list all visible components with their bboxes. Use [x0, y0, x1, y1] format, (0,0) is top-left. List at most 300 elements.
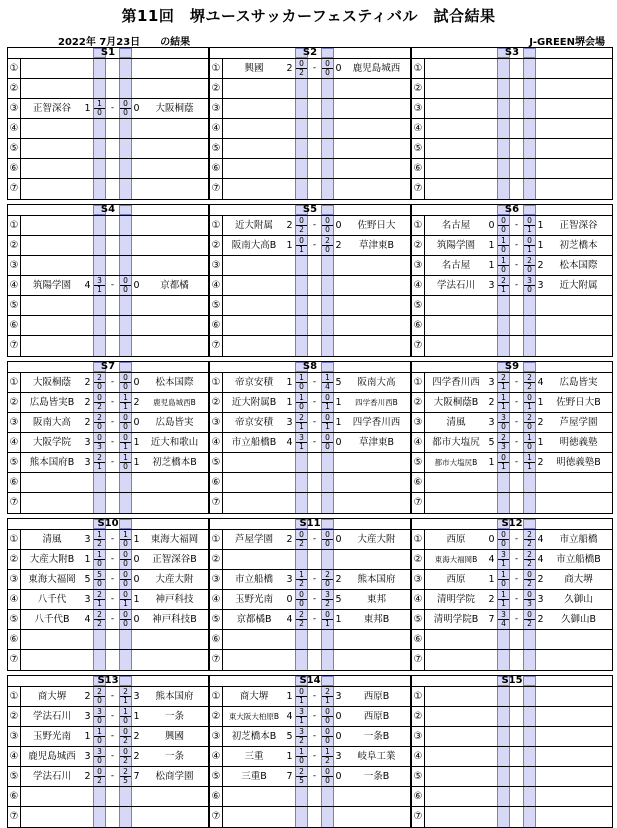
- first-half-score: 0: [524, 237, 535, 246]
- half-score-home: [295, 630, 308, 649]
- panel-header: [412, 205, 612, 216]
- half-score-home: [295, 747, 308, 766]
- first-half-score: 3: [524, 277, 535, 286]
- away-score: 0: [133, 103, 140, 114]
- home-score: 7: [488, 614, 495, 625]
- match-row: [210, 493, 410, 513]
- match-row: [412, 610, 612, 630]
- half-score-away: [119, 276, 132, 295]
- score-dash: -: [514, 554, 519, 564]
- half-score-away: [119, 493, 132, 513]
- first-half-score: 1: [524, 434, 535, 443]
- score-column: [523, 676, 536, 686]
- away-score: 1: [335, 417, 342, 428]
- match-row: [210, 159, 410, 179]
- half-score-home: [295, 453, 308, 472]
- half-score-home: [295, 296, 308, 315]
- half-score-away: [523, 159, 536, 178]
- second-half-score: 1: [501, 462, 506, 471]
- second-half-score: 2: [325, 756, 330, 765]
- first-half-score: 3: [296, 708, 307, 717]
- score-dash: -: [110, 691, 115, 701]
- home-team: 玉野光南: [234, 594, 273, 605]
- half-score-away: [321, 139, 334, 158]
- away-score: 4: [537, 554, 544, 565]
- first-half-score: 2: [296, 611, 307, 620]
- half-score-away: [321, 393, 334, 412]
- first-half-score: 5: [94, 571, 105, 580]
- away-score: 1: [537, 220, 544, 231]
- second-half-score: 0: [527, 265, 532, 274]
- half-score-home: [93, 276, 106, 295]
- half-score-away: [119, 767, 132, 786]
- second-half-score: 3: [97, 442, 102, 451]
- half-score-home: [497, 79, 510, 98]
- home-score: 4: [488, 554, 495, 565]
- home-team: 西原: [446, 534, 466, 545]
- home-score: 2: [84, 691, 91, 702]
- half-score-away: [523, 610, 536, 629]
- panel-header: [8, 205, 208, 216]
- half-score-away: [321, 610, 334, 629]
- half-score-home: [497, 179, 510, 199]
- away-team: 明徳義塾B: [556, 457, 601, 468]
- half-score-away: [119, 119, 132, 138]
- first-half-score: 3: [296, 728, 307, 737]
- half-score-home: [93, 453, 106, 472]
- score-dash: -: [514, 280, 519, 290]
- score-column: [321, 519, 334, 529]
- away-score: 0: [335, 771, 342, 782]
- match-row: [8, 707, 208, 727]
- score-dash: -: [312, 594, 317, 604]
- score-dash: -: [110, 534, 115, 544]
- first-half-score: 0: [524, 591, 535, 600]
- away-score: 0: [335, 711, 342, 722]
- second-half-score: 0: [325, 68, 330, 77]
- half-score-away: [119, 727, 132, 746]
- second-half-score: 2: [97, 402, 102, 411]
- away-score: 3: [537, 594, 544, 605]
- half-score-home: [295, 256, 308, 275]
- home-score: 5: [488, 437, 495, 448]
- half-score-home: [295, 493, 308, 513]
- away-team: 松商学園: [155, 771, 194, 782]
- row-number: ③: [412, 99, 425, 118]
- half-score-home: [93, 336, 106, 356]
- first-half-score: 3: [296, 434, 307, 443]
- match-row: [412, 276, 612, 296]
- panel-header: [210, 362, 410, 373]
- half-score-away: [523, 59, 536, 78]
- second-half-score: 0: [123, 716, 128, 725]
- half-score-home: [93, 747, 106, 766]
- home-team: 筑陽学園: [436, 240, 475, 251]
- first-half-score: 0: [322, 708, 333, 717]
- half-score-home: [295, 413, 308, 432]
- match-row: [210, 473, 410, 493]
- half-score-home: [93, 630, 106, 649]
- half-score-away: [321, 570, 334, 589]
- score-dash: -: [110, 554, 115, 564]
- match-row: [412, 590, 612, 610]
- first-half-score: 0: [120, 374, 131, 383]
- half-score-home: [295, 119, 308, 138]
- score-dash: -: [312, 771, 317, 781]
- away-score: 1: [537, 240, 544, 251]
- score-dash: -: [110, 437, 115, 447]
- second-half-score: 0: [501, 579, 506, 588]
- match-row: [8, 610, 208, 630]
- row-number: ⑤: [8, 453, 21, 472]
- match-row: [412, 747, 612, 767]
- match-row: [412, 433, 612, 453]
- home-score: 3: [84, 437, 91, 448]
- row-number: ③: [412, 413, 425, 432]
- second-half-score: 1: [97, 599, 102, 608]
- half-score-home: [497, 433, 510, 452]
- half-score-away: [119, 787, 132, 806]
- first-half-score: 0: [296, 217, 307, 226]
- second-half-score: 0: [97, 108, 102, 117]
- match-panel-s7: [7, 361, 209, 514]
- home-team: 名古屋: [441, 220, 471, 231]
- row-number: ⑥: [412, 159, 425, 178]
- score-dash: -: [312, 220, 317, 230]
- away-score: 1: [537, 437, 544, 448]
- second-half-score: 0: [527, 422, 532, 431]
- half-score-away: [321, 159, 334, 178]
- panel-header: [8, 519, 208, 530]
- second-half-score: 2: [299, 68, 304, 77]
- first-half-score: 2: [498, 434, 509, 443]
- first-half-score: 0: [94, 434, 105, 443]
- row-number: ②: [412, 393, 425, 412]
- first-half-score: 2: [94, 374, 105, 383]
- second-half-score: 0: [123, 108, 128, 117]
- first-half-score: 2: [94, 414, 105, 423]
- first-half-score: 0: [296, 591, 307, 600]
- row-number: ⑥: [8, 787, 21, 806]
- second-half-score: 1: [97, 285, 102, 294]
- match-row: [210, 256, 410, 276]
- half-score-away: [119, 139, 132, 158]
- score-dash: -: [514, 260, 519, 270]
- half-score-away: [119, 630, 132, 649]
- half-score-home: [295, 433, 308, 452]
- half-score-away: [523, 807, 536, 827]
- panel-header: [8, 676, 208, 687]
- row-number: ②: [8, 236, 21, 255]
- half-score-home: [295, 570, 308, 589]
- score-dash: -: [514, 240, 519, 250]
- first-half-score: 1: [498, 394, 509, 403]
- away-team: 西原B: [363, 711, 390, 722]
- match-row: [210, 296, 410, 316]
- half-score-away: [321, 727, 334, 746]
- home-score: 1: [488, 457, 495, 468]
- half-score-away: [523, 296, 536, 315]
- score-column: [523, 362, 536, 372]
- first-half-score: 3: [322, 591, 333, 600]
- row-number: ④: [210, 276, 223, 295]
- match-panel-s11: [209, 518, 411, 671]
- away-team: 近大附属: [559, 280, 598, 291]
- second-half-score: 0: [325, 539, 330, 548]
- row-number: ⑤: [412, 296, 425, 315]
- page-title: 第11回 堺ユースサッカーフェスティバル 試合結果: [121, 7, 496, 25]
- first-half-score: 3: [498, 551, 509, 560]
- home-team: 都市大塩尻: [432, 437, 480, 448]
- second-half-score: 2: [527, 539, 532, 548]
- first-half-score: 1: [498, 237, 509, 246]
- second-half-score: 1: [299, 422, 304, 431]
- home-team: 清明学院: [436, 594, 475, 605]
- first-half-score: 3: [498, 414, 509, 423]
- panel-label: S4: [100, 204, 116, 215]
- home-score: 4: [84, 614, 91, 625]
- match-row: [8, 550, 208, 570]
- half-score-home: [295, 687, 308, 706]
- second-half-score: 1: [123, 599, 128, 608]
- panel-label: S5: [302, 204, 318, 215]
- match-row: [210, 433, 410, 453]
- second-half-score: 1: [325, 402, 330, 411]
- match-row: [412, 453, 612, 473]
- half-score-home: [295, 79, 308, 98]
- second-half-score: 1: [325, 696, 330, 705]
- home-score: 4: [84, 280, 91, 291]
- home-score: 1: [286, 397, 293, 408]
- score-column: [321, 362, 334, 372]
- second-half-score: 0: [325, 716, 330, 725]
- half-score-home: [497, 119, 510, 138]
- away-score: 2: [133, 751, 140, 762]
- row-number: ②: [412, 79, 425, 98]
- match-row: [412, 159, 612, 179]
- half-score-home: [93, 807, 106, 827]
- away-team: 大産大附: [155, 574, 194, 585]
- first-half-score: 0: [524, 394, 535, 403]
- match-panel-s14: [209, 675, 411, 828]
- first-half-score: 2: [94, 611, 105, 620]
- row-number: ②: [210, 393, 223, 412]
- home-team: 近大附属: [234, 220, 273, 231]
- match-row: [412, 336, 612, 356]
- score-column: [523, 519, 536, 529]
- half-score-home: [93, 216, 106, 235]
- half-score-home: [295, 530, 308, 549]
- second-half-score: 1: [123, 696, 128, 705]
- half-score-home: [93, 473, 106, 492]
- home-team: 清風: [42, 534, 62, 545]
- second-half-score: 2: [123, 736, 128, 745]
- first-half-score: 1: [120, 531, 131, 540]
- score-column: [321, 676, 334, 686]
- second-half-score: 0: [97, 422, 102, 431]
- first-half-score: 2: [94, 591, 105, 600]
- match-row: [210, 179, 410, 199]
- match-row: [210, 610, 410, 630]
- away-score: 2: [335, 240, 342, 251]
- match-row: [210, 99, 410, 119]
- half-score-home: [93, 687, 106, 706]
- match-row: [412, 767, 612, 787]
- away-team: 熊本国府: [357, 574, 396, 585]
- match-row: [210, 236, 410, 256]
- home-score: 1: [84, 103, 91, 114]
- away-team: 鹿児島城西: [352, 63, 401, 74]
- second-half-score: 0: [325, 245, 330, 254]
- half-score-home: [93, 707, 106, 726]
- match-row: [210, 336, 410, 356]
- half-score-away: [119, 179, 132, 199]
- row-number: ⑥: [210, 787, 223, 806]
- half-score-home: [497, 393, 510, 412]
- first-half-score: 1: [94, 100, 105, 109]
- match-row: [412, 530, 612, 550]
- away-score: 0: [335, 534, 342, 545]
- panel-label: S10: [97, 518, 119, 529]
- half-score-away: [321, 767, 334, 786]
- home-score: 2: [84, 377, 91, 388]
- row-number: ①: [412, 59, 425, 78]
- half-score-away: [523, 433, 536, 452]
- first-half-score: 0: [120, 591, 131, 600]
- row-number: ①: [412, 687, 425, 706]
- match-row: [8, 807, 208, 827]
- row-number: ②: [210, 707, 223, 726]
- half-score-away: [321, 787, 334, 806]
- second-half-score: 2: [527, 559, 532, 568]
- row-number: ⑦: [210, 807, 223, 827]
- half-score-home: [497, 727, 510, 746]
- away-team: 神戸科技: [155, 594, 194, 605]
- row-number: ③: [8, 727, 21, 746]
- home-score: 1: [488, 574, 495, 585]
- home-team: 学法石川: [436, 280, 475, 291]
- row-number: ⑤: [210, 767, 223, 786]
- first-half-score: 1: [94, 728, 105, 737]
- half-score-away: [119, 453, 132, 472]
- match-row: [8, 236, 208, 256]
- score-dash: -: [514, 417, 519, 427]
- second-half-score: 0: [97, 382, 102, 391]
- second-half-score: 2: [97, 776, 102, 785]
- half-score-away: [321, 59, 334, 78]
- home-score: 0: [488, 534, 495, 545]
- match-row: [8, 727, 208, 747]
- second-half-score: 1: [299, 696, 304, 705]
- match-row: [8, 473, 208, 493]
- home-score: 3: [84, 594, 91, 605]
- row-number: ④: [8, 590, 21, 609]
- first-half-score: 0: [322, 728, 333, 737]
- match-row: [412, 807, 612, 827]
- half-score-home: [93, 59, 106, 78]
- panel-label: S13: [97, 675, 119, 686]
- row-number: ③: [8, 570, 21, 589]
- first-half-score: 0: [498, 531, 509, 540]
- half-score-away: [119, 216, 132, 235]
- half-score-home: [497, 630, 510, 649]
- match-row: [8, 413, 208, 433]
- row-number: ③: [210, 256, 223, 275]
- half-score-away: [523, 236, 536, 255]
- match-row: [412, 236, 612, 256]
- match-row: [412, 473, 612, 493]
- away-score: 1: [133, 534, 140, 545]
- half-score-away: [523, 276, 536, 295]
- second-half-score: 2: [299, 579, 304, 588]
- away-team: 大阪桐蔭: [155, 103, 194, 114]
- half-score-away: [119, 590, 132, 609]
- away-score: 4: [537, 534, 544, 545]
- match-row: [8, 787, 208, 807]
- score-dash: -: [110, 377, 115, 387]
- match-panel-s15: [411, 675, 613, 828]
- second-half-score: 0: [123, 559, 128, 568]
- half-score-away: [321, 179, 334, 199]
- first-half-score: 3: [498, 611, 509, 620]
- half-score-away: [523, 550, 536, 569]
- half-score-home: [295, 707, 308, 726]
- home-team: 京都橘B: [236, 614, 272, 625]
- half-score-away: [321, 453, 334, 472]
- row-number: ⑥: [412, 473, 425, 492]
- first-half-score: 2: [94, 454, 105, 463]
- away-score: 2: [133, 397, 140, 408]
- home-score: 4: [286, 437, 293, 448]
- first-half-score: 0: [120, 728, 131, 737]
- match-row: [8, 179, 208, 199]
- second-half-score: 0: [501, 422, 506, 431]
- away-score: 1: [133, 594, 140, 605]
- home-score: 2: [488, 397, 495, 408]
- away-score: 1: [133, 457, 140, 468]
- home-score: 4: [286, 711, 293, 722]
- match-row: [412, 79, 612, 99]
- row-number: ⑤: [412, 453, 425, 472]
- second-half-score: 0: [501, 539, 506, 548]
- second-half-score: 1: [527, 402, 532, 411]
- second-half-score: 0: [325, 225, 330, 234]
- row-number: ⑤: [210, 453, 223, 472]
- half-score-home: [295, 159, 308, 178]
- half-score-away: [523, 473, 536, 492]
- score-dash: -: [312, 63, 317, 73]
- score-dash: -: [110, 731, 115, 741]
- row-number: ①: [412, 373, 425, 392]
- score-column: [119, 48, 132, 58]
- away-team: 広島皆実: [559, 377, 598, 388]
- half-score-home: [497, 453, 510, 472]
- away-score: 0: [133, 554, 140, 565]
- away-score: 0: [335, 731, 342, 742]
- row-number: ⑤: [210, 296, 223, 315]
- half-score-home: [93, 767, 106, 786]
- panel-label: S7: [100, 361, 116, 372]
- away-score: 3: [335, 691, 342, 702]
- away-team: 鹿児島城西B: [153, 398, 196, 407]
- row-number: ②: [8, 550, 21, 569]
- half-score-away: [523, 630, 536, 649]
- match-row: [8, 336, 208, 356]
- first-half-score: 1: [322, 748, 333, 757]
- half-score-away: [119, 296, 132, 315]
- panel-header: [412, 362, 612, 373]
- row-number: ③: [8, 413, 21, 432]
